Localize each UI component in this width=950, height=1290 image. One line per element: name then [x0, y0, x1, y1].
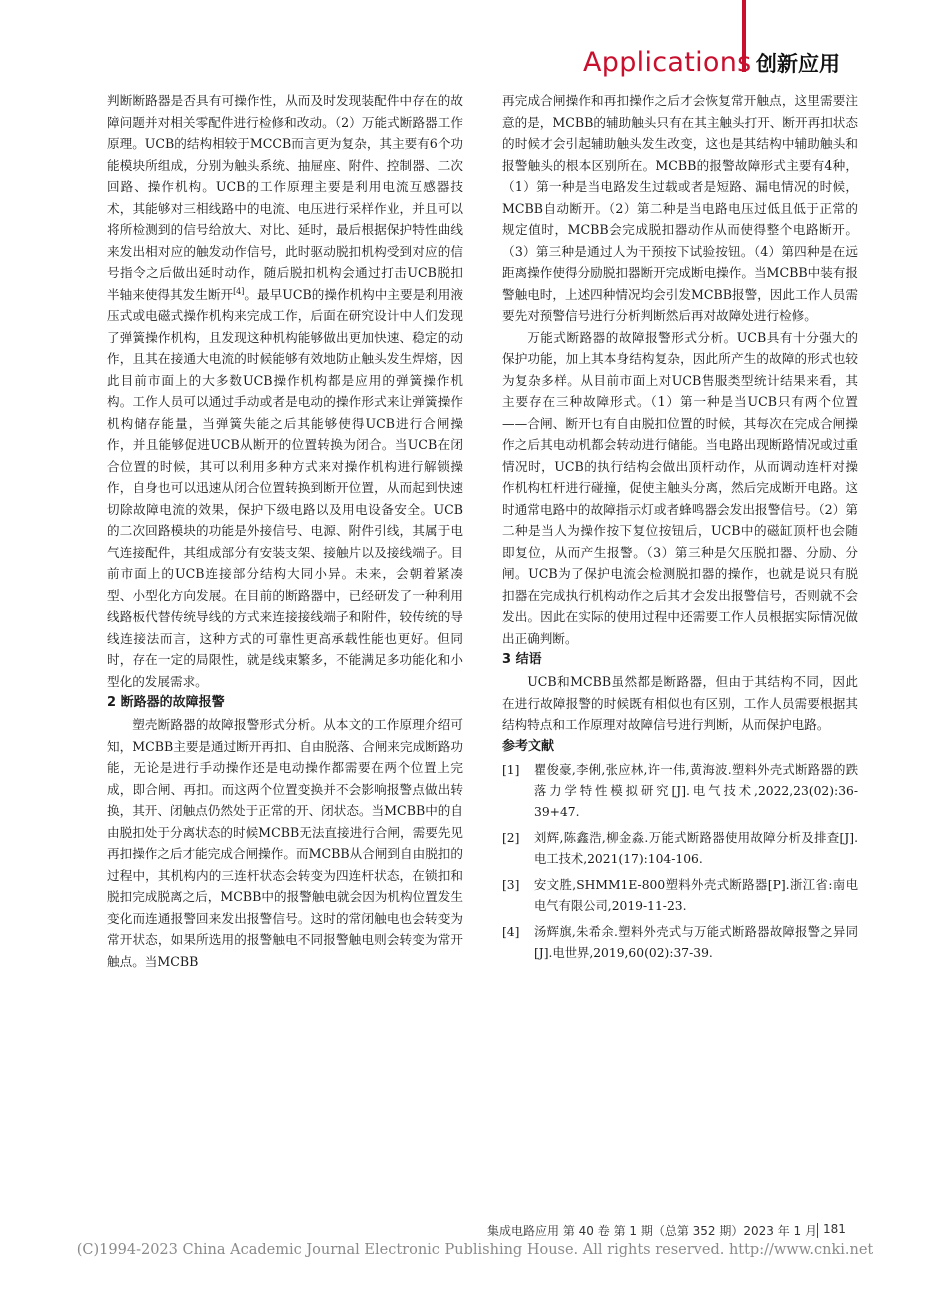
header-chinese-title: 创新应用 [756, 52, 840, 76]
reference-text: 刘辉,陈鑫浩,柳金淼.万能式断路器使用故障分析及排查[J].电工技术,2021(17):104-106. [534, 830, 858, 866]
references-list [502, 760, 858, 964]
references-heading: 参考文献 [502, 738, 555, 754]
reference-number: [4] [502, 924, 520, 939]
reference-text: 瞿俊豪,李俐,张应林,许一伟,黄海波.塑料外壳式断路器的跌落力学特性模拟研究[J].电气技术,2022,23(02):36-39+47. [534, 762, 858, 819]
citation-4[interactable]: [4] [233, 286, 245, 296]
copyright-watermark: (C)1994-2023 China Academic Journal Electronic Publishing House. All rights reserved. http://www.cnki.net [76, 1242, 874, 1258]
section-3-heading: 3 结语 [502, 652, 542, 667]
page-footer [0, 1222, 950, 1242]
page-number: 181 [823, 1222, 846, 1236]
reference-text: 汤辉旗,朱希余.塑料外壳式与万能式断路器故障报警之异同[J].电世界,2019,60(02):37-39. [534, 924, 858, 960]
reference-text: 安文胜,SHMM1E-800塑料外壳式断路器[P].浙江省:南电电气有限公司,2019-11-23. [534, 877, 858, 913]
left-column [107, 90, 463, 972]
right-paragraph-1: 再完成合闸操作和再扣操作之后才会恢复常开触点，这里需要注意的是，MCBB的辅助触头只有在其主触头打开、断开再扣状态的时候才会引起辅助触头发生改变，这也是其结构中辅助触头和报警触头的根本区别所在。MCBB的报警故障形式主要有4种，（1）第一种是当电路发生过载或者是短路、漏电情况的时候，MCBB自动断开。（2）第二种是当电路电压过低且低于正常的规定值时，MCBB会完成脱扣器动作从而使得整个电路断开。（3）第三种是通过人为干预按下试验按钮。（4）第四种是在远距离操作使得分励脱扣器断开完成断电操作。当MCBB中装有报警触电时，上述四种情况均会引发MCBB报警，因此工作人员需要先对预警信号进行分析判断然后再对故障处进行检修。 [502, 93, 858, 323]
reference-item [502, 760, 858, 823]
reference-item [502, 875, 858, 917]
left-paragraph-1-text-b: 。最早UCB的操作机构中主要是利用液压式或电磁式操作机构来完成工作，后面在研究设计中人们发现了弹簧操作机构，且发现这种机构能够做出更加快速、稳定的动作，且其在接通大电流的时候能够有效地防止触头发生焊熔，因此目前市面上的大多数UCB操作机构都是应用的弹簧操作机构。工作人员可以通过手动或者是电动的操作形式来让弹簧操作机构储存能量，当弹簧失能之后其能够使得UCB进行合闸操作，并且能够促进UCB从断开的位置转换为闭合。当UCB在闭合位置的时候，其可以利用多种方式来对操作机构进行解锁操作，自身也可以迅速从闭合位置转换到断开位置，从而起到快速切除故障电流的效果，保护下级电路以及用电设备安全。UCB的二次回路模块的功能是外接信号、电源、附件引线，其属于电气连接配件，其组成部分有安装支架、接触片以及接线端子。目前市面上的UCB连接部分结构大同小异。未来，会朝着紧凑型、小型化方向发展。在目前的断路器中，已经研发了一种利用线路板代替传统导线的方式来连接接线端子和附件，较传统的导线连接法而言，这种方式的可靠性更高承载性能也更好。但同时，存在一定的局限性，就是线束繁多，不能满足多功能化和小型化的发展需求。 [107, 286, 463, 689]
reference-number: [1] [502, 762, 520, 777]
footer-separator [817, 1223, 818, 1238]
left-paragraph-1-text-a: 判断断路器是否具有可操作性，从而及时发现装配件中存在的故障问题并对相关零配件进行检修和改动。（2）万能式断路器工作原理。UCB的结构相较于MCCB而言更为复杂，其主要有6个功能模块所组成，分别为触头系统、抽屉座、附件、控制器、二次回路、操作机构。UCB的工作原理主要是利用电流互感器技术，其能够对三相线路中的电流、电压进行采样作业，并且可以将所检测到的信号给放大、对比、延时，最后根据保护特性曲线来发出相对应的触发动作信号，此时驱动脱扣机构受到对应的信号指令之后做出延时动作，随后脱扣机构会通过打击UCB脱扣半轴来使得其发生断开 [107, 93, 464, 302]
left-paragraph-1 [107, 90, 463, 692]
header-english-title: Applications [583, 47, 752, 78]
reference-number: [3] [502, 877, 520, 892]
section-2-heading: 2 断路器的故障报警 [107, 695, 225, 710]
conclusion-paragraph: UCB和MCBB虽然都是断路器，但由于其结构不同，因此在进行故障报警的时候既有相似也有区别，工作人员需要根据其结构特点和工作原理对故障信号进行判断，从而保护电路。 [502, 674, 858, 732]
right-column [502, 90, 858, 969]
reference-item [502, 922, 858, 964]
reference-item [502, 828, 858, 870]
footer-journal-info: 集成电路应用 第 40 卷 第 1 期（总第 352 期）2023 年 1 月 [487, 1224, 817, 1238]
reference-number: [2] [502, 830, 520, 845]
left-paragraph-2: 塑壳断路器的故障报警形式分析。从本文的工作原理介绍可知，MCBB主要是通过断开再扣、自由脱落、合闸来完成断路功能，无论是进行手动操作还是电动操作都需要在两个位置上完成，即合闸、再扣。而这两个位置变换并不会影响报警点做出转换，其开、闭触点仍然处于正常的开、闭状态。当MCBB中的自由脱扣处于分离状态的时候MCBB无法直接进行合闸，需要先见再扣操作之后才能完成合闸操作。而MCBB从合闸到自由脱扣的过程中，其机构内的三连杆状态会转变为四连杆状态，在锁扣和脱扣完成脱离之后，MCBB中的报警触电就会因为机构位置发生变化而连通报警回来发出报警信号。这时的常闭触电也会转变为常开状态，如果所选用的报警触电不同报警触电则会转变为常开触点。当MCBB [107, 717, 463, 969]
right-paragraph-2: 万能式断路器的故障报警形式分析。UCB具有十分强大的保护功能，加上其本身结构复杂，因此所产生的故障的形式也较为复杂多样。从目前市面上对UCB售服类型统计结果来看，其主要存在三种故障形式。（1）第一种是当UCB只有两个位置——合闸、断开乜有自由脱扣位置的时候，其每次在完成合闸操作之后其电动机都会转动进行储能。当电路出现断路情况或过重情况时，UCB的执行结构会做出顶杆动作，从而调动连杆对操作机构杠杆进行碰撞，促使主触头分离，然后完成断开电路。这时通常电路中的故障指示灯或者蜂鸣器会发出报警信号。（2）第二种是当人为操作按下复位按钮后，UCB中的磁缸顶杆也会随即复位，从而产生报警。（3）第三种是欠压脱扣器、分励、分闸。UCB为了保护电流会检测脱扣器的操作，也就是说只有脱扣器在完成执行机构动作之后其才会发出报警信号，否则就不会发出。因此在实际的使用过程中还需要工作人员根据实际情况做出正确判断。 [502, 329, 858, 646]
